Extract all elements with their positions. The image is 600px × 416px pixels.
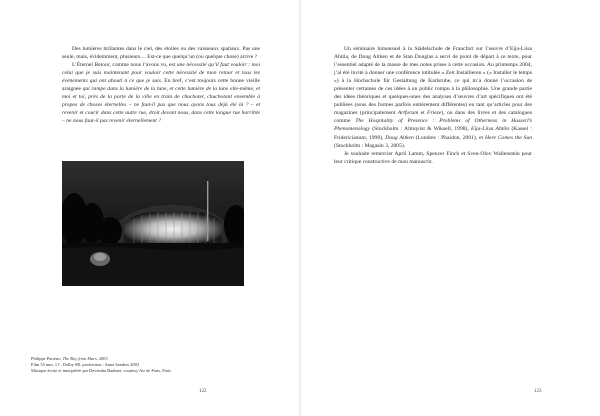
page-number-left: 122 [199,389,207,394]
page-number-right: 123 [534,389,542,394]
caption-line-1: Philippe Parreno, The Boy from Mars, 2003 [31,356,108,361]
paragraph [62,61,260,125]
italic-text-run: qui rampe dans la lumière de la lune, et cette lumière de la lune elle-même, et moi et toi, près de la porte de la ville en train de chuchoter, chuchotant ensemble à propos de choses éternelles – ne faut-il pas que nous ayons tous déjà été là ? – et revenir et courir dans cette autre rue, droit devant nous, dans cette longue rue horrible – ne nous faut-il pas revenir éternellement ? [62,86,261,125]
text-run: (Londres : Phaidon, 2001), et [413,134,485,141]
italic-text-run: Artforum [397,110,419,117]
text-run: et [418,110,428,117]
text-run: (Kassel : Fridericianum, 1998), [334,126,532,141]
italic-text-run: Eija-Liisa Ahtila [471,126,510,133]
left-body-text [62,45,260,125]
caption-line-3: Musique écrite et interprétée par Devendra Banhart, courtesy Air de Paris, Paris [31,368,172,374]
text-run: Je souhaite remercier April Lamm, Spencer Finch et Sven-Olov Wallenstein pour leur critique constructive de mon manuscrit. [334,150,532,165]
italic-text-run: Frieze [427,110,442,117]
text-run: (Stockholm : Magasin 3, 2005). [334,142,406,149]
image-caption [31,356,231,375]
right-page [301,0,600,416]
italic-text-run: Here Comes the Sun [484,134,533,141]
text-run: (Stockholm : Almqvist & Wiksell, 1998), [370,126,472,133]
film-still-graphic [62,161,244,286]
caption-line-2: Film 35 mm, 11’, Dolby SR, production : Anna Sanders 2003 [31,362,140,368]
text-run: ), ou dans des livres et des catalogues comme [334,110,532,125]
italic-text-run: Doug Aitken [385,134,414,141]
paragraph [62,45,260,61]
right-body-text [334,45,532,166]
italic-text-run: The Hospitality of Presence : Problems of Otherness in Husserl’s Phenomenology [334,118,532,133]
text-run: L’Éternel Retour, comme nous l’avons vu, est [72,62,177,69]
paragraph [334,150,532,166]
text-run: En bref, c’est toujours cette bonne vieille araignée [62,78,260,93]
text-run: Des lumières brillantes dans le ciel, des étoiles ou des vaisseaux spatiaux. Pas une seule, mais, évidemment, plusieurs… Est-ce que quelqu’un (ou quelque chose) arrive ? [62,46,260,61]
italic-text-run: une nécessité qu’il faut vouloir : moi celui que je suis maintenant pour vouloir cette nécessité de mon retour et tous les événements qui ont abouti à ce que je suis. [62,62,260,85]
text-run: Un séminaire bimensuel à la Städelschule de Francfort sur l’œuvre d’Eija-Liisa Ahtila, de Doug Aitken et de Stan Douglas a servi de point de départ à ce texte, pour l’essentiel adapté de la masse de mes notes prises à cette occasion. Au printemps 2004, j’ai été invité à donner une conférence intitulée « Zeit Installieren » (« Installer le temps ») à la Hochschule für Gestaltung de Karlsruhe, ce qui m’a donné l’occasion de présenter certaines de ces idées à un public rompu à la philosophie. Une grande partie des idées théoriques et quelques-unes des analyses d’œuvres d’art spécifiques ont été publiées (sous des formes parfois entièrement différentes) en tant qu’articles pour des magazines (principalement [334,46,532,117]
paragraph [334,45,532,150]
left-page [0,0,299,416]
film-still-image [62,161,244,286]
